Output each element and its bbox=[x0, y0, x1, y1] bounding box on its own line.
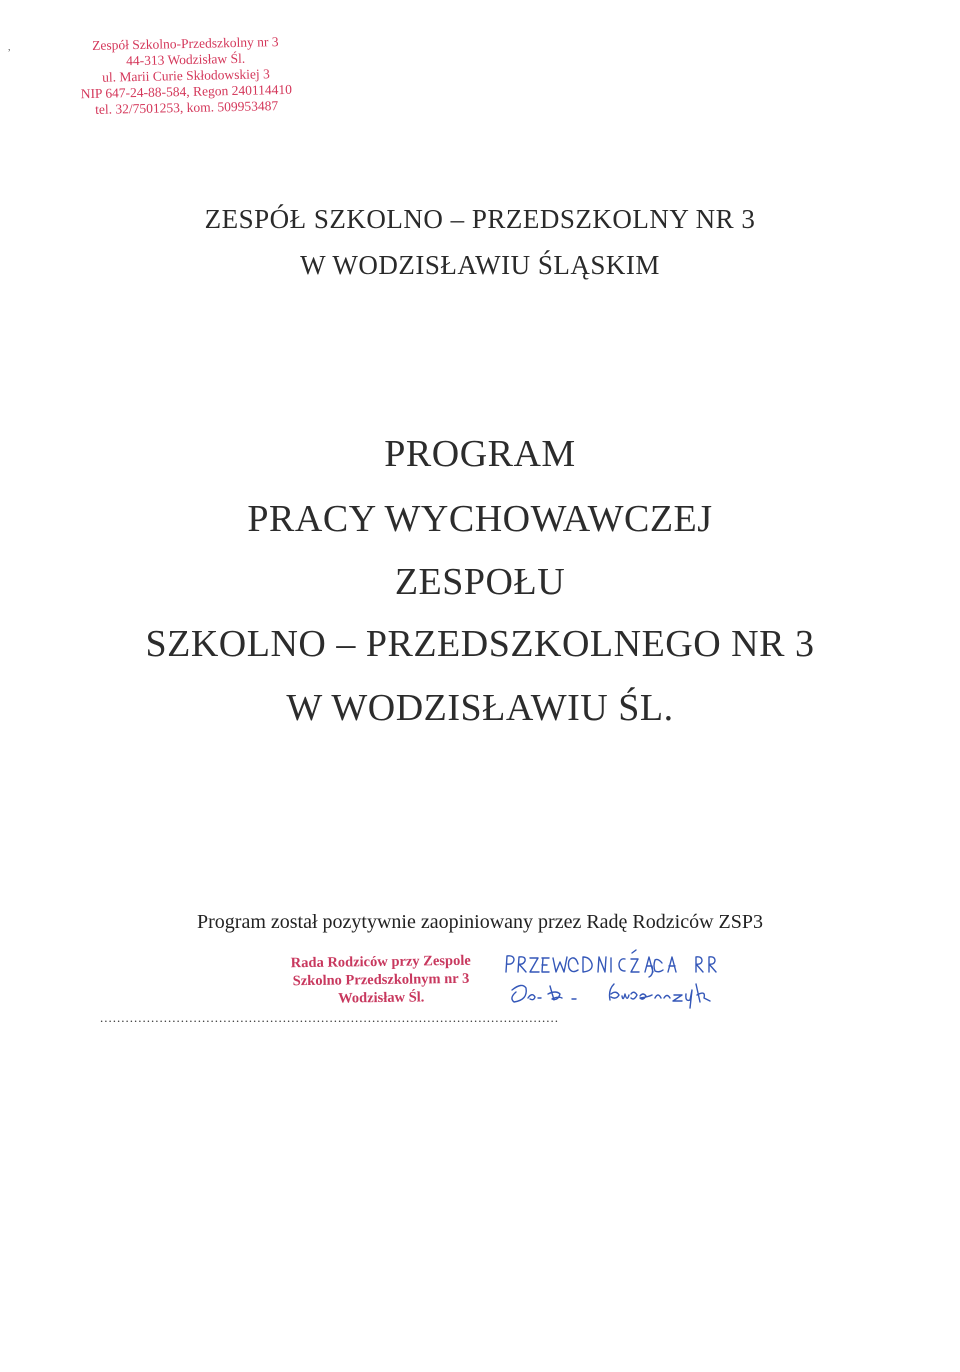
document-title-line-4: SZKOLNO – PRZEDSZKOLNEGO NR 3 bbox=[145, 623, 815, 665]
stamp-nip-regon: NIP 647-24-88-584, Regon 240114410 bbox=[80, 81, 293, 102]
stamp-postal-code: 44-313 Wodzisław Śl. bbox=[125, 50, 246, 69]
stamp-school-name: Zespół Szkolno-Przedszkolny nr 3 bbox=[92, 34, 279, 53]
document-title-line-2: PRACY WYCHOWAWCZEJ bbox=[247, 498, 713, 540]
school-address-stamp bbox=[55, 33, 317, 118]
document-title-line-1: PROGRAM bbox=[384, 433, 576, 475]
approval-statement: Program został pozytywnie zaopiniowany przez Radę Rodziców ZSP3 bbox=[197, 911, 763, 933]
signature-line: ............................................................................................................ bbox=[100, 1010, 559, 1025]
stamp-phone: tel. 32/7501253, kom. 509953487 bbox=[95, 98, 279, 117]
document-title-line-3: ZESPOŁU bbox=[394, 561, 566, 603]
handwritten-signature bbox=[492, 946, 742, 1016]
institution-location: W WODZISŁAWIU ŚLĄSKIM bbox=[300, 250, 660, 280]
stamp-council-school: Szkolno Przedszkolnym nr 3 bbox=[292, 970, 470, 990]
institution-name: ZESPÓŁ SZKOLNO – PRZEDSZKOLNY NR 3 bbox=[204, 204, 756, 234]
stamp-street: ul. Marii Curie Skłodowskiej 3 bbox=[102, 66, 270, 85]
parents-council-stamp bbox=[276, 952, 487, 1009]
margin-mark: , bbox=[8, 42, 11, 53]
document-title-line-5: W WODZISŁAWIU ŚL. bbox=[286, 687, 674, 729]
stamp-council-name: Rada Rodziców przy Zespole bbox=[290, 952, 471, 972]
stamp-council-city: Wodzisław Śl. bbox=[338, 989, 425, 1007]
